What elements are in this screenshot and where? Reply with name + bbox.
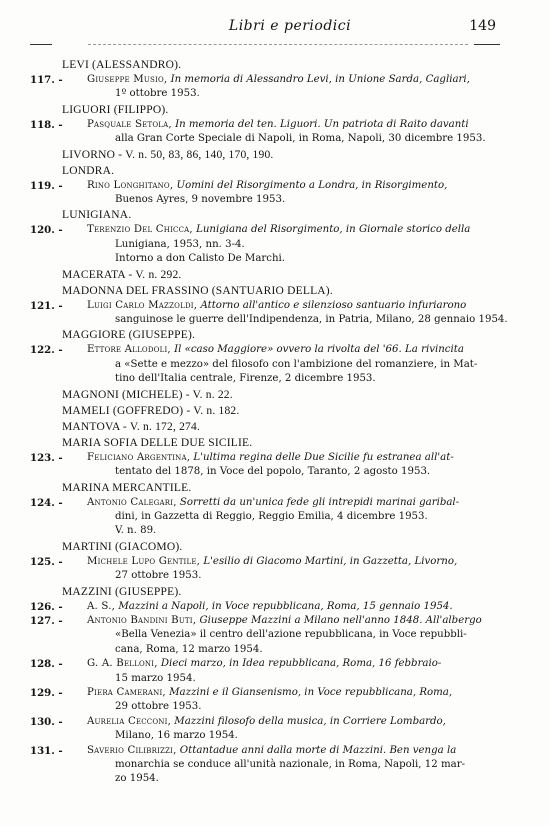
entry-text: L'esilio di Giacomo Martini, in Gazzetta, Livorno, <box>200 555 458 567</box>
entry-number: 118. - <box>30 118 63 131</box>
entry-first-line <box>87 343 526 357</box>
subject-heading: MANTOVA - V. n. 172, 274. <box>62 420 201 433</box>
subject-heading: LIVORNO - V. n. 50, 83, 86, 140, 170, 190. <box>62 148 274 161</box>
subject-heading: MAMELI (GOFFREDO) - V. n. 182. <box>62 404 240 417</box>
entry-first-line <box>87 496 526 510</box>
entry-continuation-line: alla Gran Corte Speciale di Napoli, in Roma, Napoli, 30 dicembre 1953. <box>115 133 486 145</box>
bibliography-entry <box>0 299 550 328</box>
subject-heading: LONDRA. <box>62 164 115 177</box>
bibliography-entry <box>0 223 550 266</box>
entry-author: Giuseppe Musio, <box>87 74 168 85</box>
bibliography-entry <box>0 343 550 386</box>
subject-heading: MARTINI (GIACOMO). <box>62 540 183 553</box>
entry-first-line <box>87 451 526 465</box>
entry-continuation-line: 15 marzo 1954. <box>115 672 196 684</box>
entry-continuation-line: 29 ottobre 1953. <box>115 701 202 713</box>
subject-heading: MAZZINI (GIUSEPPE). <box>62 585 182 598</box>
entry-author: A. S., <box>87 600 116 612</box>
subject-heading: MACERATA - V. n. 292. <box>62 268 182 281</box>
subject-heading: MARINA MERCANTILE. <box>62 481 192 494</box>
bibliography-entry <box>0 73 550 102</box>
entry-author: Pasquale Setola, <box>87 118 172 130</box>
entry-text: Mazzini e il Giansenismo, in Voce repubblicana, Roma, <box>165 686 453 698</box>
page-number: 149 <box>469 18 496 34</box>
entry-text: Attorno all'antico e silenzioso santuario infuriarono <box>197 299 467 311</box>
bibliography-entry <box>0 451 550 480</box>
header-rule-left <box>30 44 52 45</box>
bibliography-entry <box>0 600 550 614</box>
entry-first-line <box>87 744 526 758</box>
bibliography-entry <box>0 179 550 208</box>
entry-author: Rino Longhitano, <box>87 179 174 191</box>
entry-author: Antonio Bandini Buti, <box>87 614 197 626</box>
entry-text: In memoria di Alessandro Levi, in Unione Sarda, Cagliari, <box>167 74 470 85</box>
entry-first-line <box>87 686 526 700</box>
entry-text: Ottantadue anni dalla morte di Mazzini. Ben venga la <box>176 744 457 756</box>
bibliography-entry <box>0 496 550 539</box>
header-rule-right <box>474 44 500 45</box>
entry-author: Michele Lupo Gentile, <box>87 555 201 567</box>
bibliography-entry <box>0 555 550 584</box>
entry-first-line <box>87 118 526 132</box>
entry-author: Saverio Cilibrizzi, <box>87 744 177 756</box>
page-header <box>0 18 550 40</box>
entry-number: 130. - <box>30 715 63 728</box>
entry-continuation-line: 1º ottobre 1953. <box>115 88 200 100</box>
entry-continuation-line: Buenos Ayres, 9 novembre 1953. <box>115 194 286 206</box>
entry-text: Uomini del Risorgimento a Londra, in Risorgimento, <box>173 179 448 191</box>
bibliography-entry <box>0 744 550 787</box>
entry-first-line <box>87 179 526 193</box>
entry-number: 127. - <box>30 614 63 627</box>
entry-number: 122. - <box>30 344 63 357</box>
entry-number: 128. - <box>30 658 63 671</box>
entry-continuation-line: monarchia se conduce all'unità nazionale, in Roma, Napoli, 12 mar- <box>115 759 466 770</box>
entry-number: 119. - <box>30 179 63 192</box>
entry-text: Il «caso Maggiore» ovvero la rivolta del '66. La rivincita <box>170 344 464 356</box>
entry-number: 117. - <box>30 74 63 86</box>
entry-author: Antonio Calegari, <box>87 496 177 508</box>
bibliography-list <box>0 57 550 787</box>
entry-first-line <box>87 600 526 614</box>
subject-heading: LIGUORI (FILIPPO). <box>62 103 169 116</box>
entry-number: 123. - <box>30 451 63 464</box>
entry-author: Aurelia Cecconi, <box>87 715 172 727</box>
entry-first-line <box>87 223 526 237</box>
entry-continuation-line: dini, in Gazzetta di Reggio, Reggio Emilia, 4 dicembre 1953. <box>115 510 428 522</box>
entry-continuation-line: 27 ottobre 1953. <box>115 570 202 582</box>
bibliography-entry <box>0 118 550 147</box>
entry-continuation-line: a «Sette e mezzo» del filosofo con l'ambizione del romanziere, in Mat- <box>115 358 478 370</box>
entry-number: 125. - <box>30 555 63 568</box>
bibliography-entry <box>0 686 550 715</box>
subject-heading: LEVI (ALESSANDRO). <box>62 59 182 71</box>
entry-continuation-line: cana, Roma, 12 marzo 1954. <box>115 643 263 655</box>
entry-number: 124. - <box>30 496 63 509</box>
entry-continuation-line: V. n. 89. <box>115 525 157 537</box>
entry-number: 120. - <box>30 224 63 237</box>
header-rule-middle <box>88 44 468 45</box>
entry-author: G. A. Belloni, <box>87 658 158 670</box>
entry-first-line <box>87 614 526 628</box>
entry-continuation-line: Intorno a don Calisto De Marchi. <box>115 253 286 265</box>
entry-text: In memoria del ten. Liguori. Un patriota di Raito davanti <box>171 118 469 130</box>
subject-heading: MAGGIORE (GIUSEPPE). <box>62 329 196 342</box>
entry-author: Feliciano Argentina, <box>87 451 191 463</box>
entry-continuation-line: sanguinose le guerre dell'Indipendenza, in Patria, Milano, 28 gennaio 1954. <box>115 314 508 326</box>
subject-heading: MAGNONI (MICHELE) - V. n. 22. <box>62 388 233 401</box>
entry-author: Ettore Allodoli, <box>87 344 171 356</box>
entry-text: Giuseppe Mazzini a Milano nell'anno 1848. All'albergo <box>196 614 482 626</box>
entry-text: Sorretti da un'unica fede gli intrepidi marinai garibal- <box>176 496 460 508</box>
entry-first-line <box>87 657 526 671</box>
entry-continuation-line: zo 1954. <box>115 773 159 785</box>
entry-number: 126. - <box>30 600 63 613</box>
entry-first-line <box>87 299 526 313</box>
entry-text: L'ultima regina delle Due Sicilie fu estranea all'at- <box>190 451 454 463</box>
entry-text: Mazzini filosofo della musica, in Corriere Lombardo, <box>171 715 446 727</box>
entry-number: 131. - <box>30 744 63 757</box>
entry-continuation-line: tino dell'Italia centrale, Firenze, 2 dicembre 1953. <box>115 373 376 385</box>
entry-continuation-line: tentato del 1878, in Voce del popolo, Taranto, 2 agosto 1953. <box>115 466 431 478</box>
subject-heading: MADONNA DEL FRASSINO (SANTUARIO DELLA). <box>62 284 333 297</box>
subject-heading: LUNIGIANA. <box>62 209 132 222</box>
entry-continuation-line: «Bella Venezia» il centro dell'azione repubblicana, in Voce repubbli- <box>115 629 467 641</box>
bibliography-entry <box>0 657 550 686</box>
entry-first-line <box>87 715 526 729</box>
bibliography-entry <box>0 614 550 657</box>
entry-text: Dieci marzo, in Idea repubblicana, Roma, 16 febbraio- <box>157 658 442 670</box>
bibliography-entry <box>0 715 550 744</box>
entry-author: Piera Camerani, <box>87 686 166 698</box>
subject-heading: MARIA SOFIA DELLE DUE SICILIE. <box>62 436 253 449</box>
entry-number: 121. - <box>30 299 63 312</box>
entry-continuation-line: Milano, 16 marzo 1954. <box>115 730 238 742</box>
entry-first-line <box>87 73 526 87</box>
entry-author: Terenzio Del Chicca, <box>87 224 193 236</box>
entry-first-line <box>87 555 526 569</box>
entry-text: Mazzini a Napoli, in Voce repubblicana, Roma, 15 gennaio 1954. <box>115 600 453 612</box>
entry-number: 129. - <box>30 686 63 699</box>
entry-continuation-line: Lunigiana, 1953, nn. 3-4. <box>115 238 245 250</box>
entry-text: Lunigiana del Risorgimento, in Giornale storico della <box>192 224 471 236</box>
running-title: Libri e periodici <box>228 18 352 34</box>
entry-author: Luigi Carlo Mazzoldi, <box>87 299 198 311</box>
